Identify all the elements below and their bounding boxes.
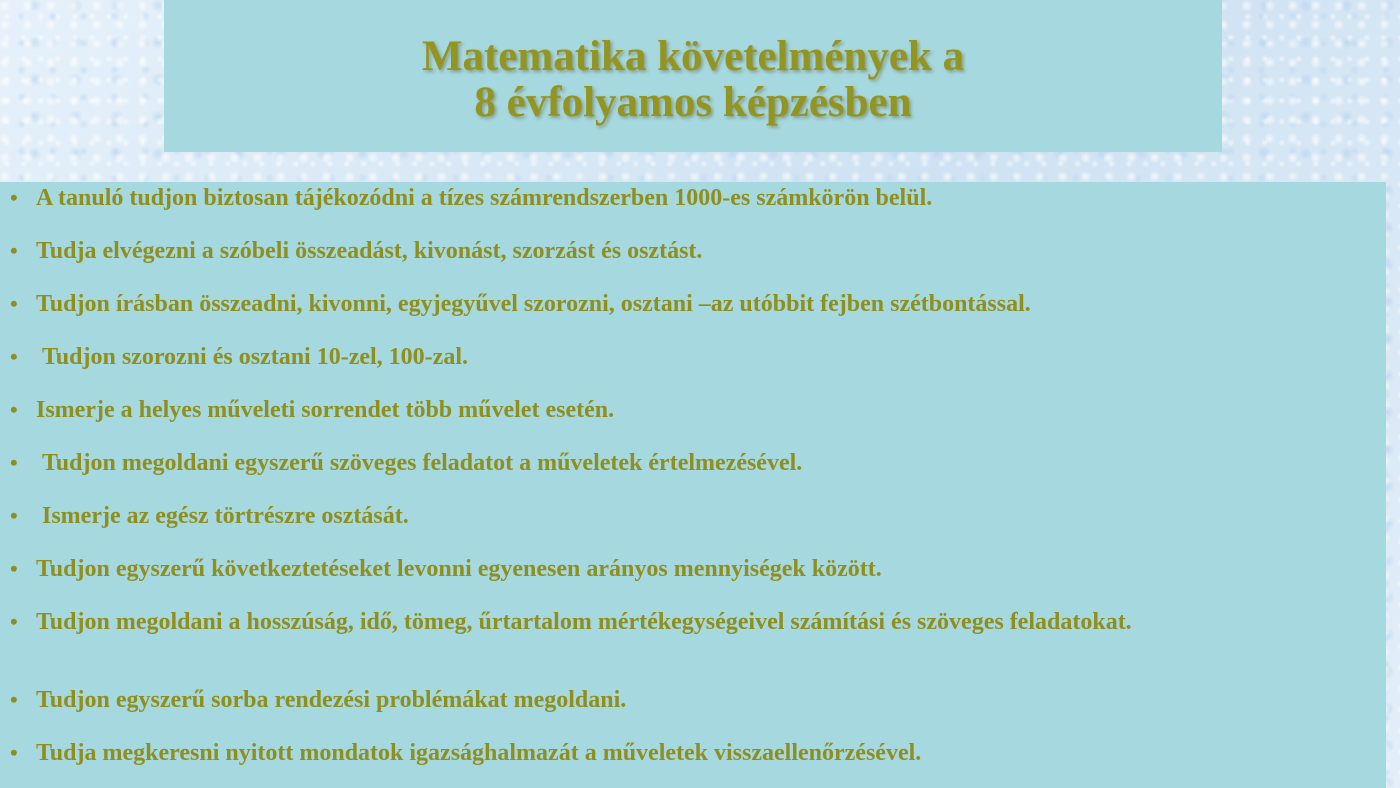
title-panel	[164, 0, 1222, 152]
list-item	[0, 741, 1370, 765]
list-item-text: Tudja elvégezni a szóbeli összeadást, kivonást, szorzást és osztást.	[36, 238, 703, 264]
content-panel	[0, 182, 1386, 788]
slide-title-line-2: 8 évfolyamos képzésben	[474, 79, 912, 126]
list-item-text: Ismerje az egész törtrészre osztását.	[36, 503, 409, 529]
bullet-icon: •	[10, 740, 18, 765]
list-item	[0, 610, 1370, 634]
bullet-icon: •	[10, 687, 18, 712]
bullet-icon: •	[10, 397, 18, 422]
list-item-text: Tudjon megoldani egyszerű szöveges feladatot a műveletek értelmezésével.	[36, 450, 803, 476]
list-item-text: Tudjon szorozni és osztani 10-zel, 100-zal.	[36, 344, 468, 370]
list-item-text: Tudjon egyszerű következtetéseket levonni egyenesen arányos mennyiségek között.	[36, 556, 882, 582]
bullet-icon: •	[10, 238, 18, 263]
list-item	[0, 186, 1370, 210]
list-item	[0, 688, 1370, 712]
bullet-icon: •	[10, 185, 18, 210]
list-item	[0, 557, 1370, 581]
bullet-icon: •	[10, 609, 18, 634]
list-item	[0, 239, 1370, 263]
slide-title-line-1: Matematika követelmények a	[421, 33, 965, 80]
bullet-icon: •	[10, 450, 18, 475]
list-item-text: A tanuló tudjon biztosan tájékozódni a tízes számrendszerben 1000-es számkörön belül.	[36, 185, 933, 211]
list-item	[0, 451, 1370, 475]
list-item	[0, 504, 1370, 528]
list-item-text: Tudja megkeresni nyitott mondatok igazsághalmazát a műveletek visszaellenőrzésével.	[36, 740, 922, 766]
list-item	[0, 345, 1370, 369]
list-item-text: Tudjon írásban összeadni, kivonni, egyjegyűvel szorozni, osztani –az utóbbit fejben szétbontással.	[36, 291, 1031, 317]
list-item	[0, 292, 1370, 316]
bullet-icon: •	[10, 503, 18, 528]
list-item	[0, 398, 1370, 422]
list-item-text: Ismerje a helyes műveleti sorrendet több művelet esetén.	[36, 397, 615, 423]
bullet-icon: •	[10, 344, 18, 369]
list-item-text: Tudjon megoldani a hosszúság, idő, tömeg, űrtartalom mértékegységeivel számítási és szöveges feladatokat.	[36, 609, 1132, 635]
bullet-icon: •	[10, 556, 18, 581]
bullet-icon: •	[10, 291, 18, 316]
list-item-text: Tudjon egyszerű sorba rendezési problémákat megoldani.	[36, 687, 627, 713]
